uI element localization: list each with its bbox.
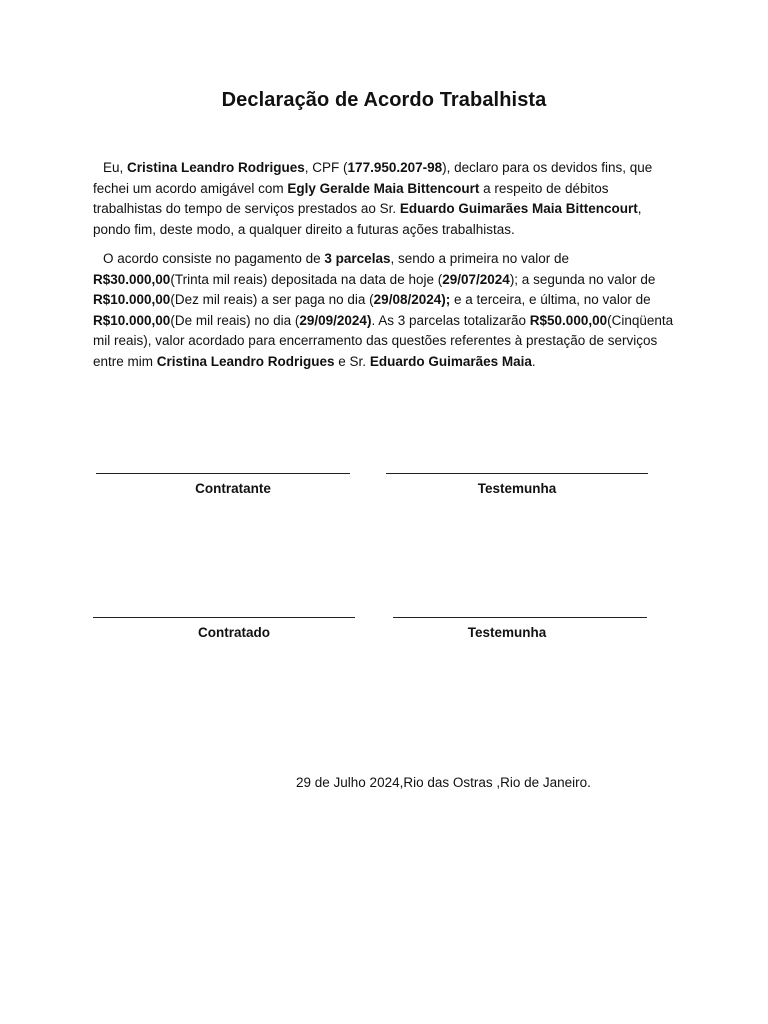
bold-text-run: Cristina Leandro Rodrigues [127, 160, 305, 175]
bold-text-run: R$10.000,00 [93, 292, 171, 308]
text-run: ), declaro para os devidos fins, que fechei um acordo amigável com [93, 160, 653, 196]
signature-line-contratado [93, 617, 355, 618]
bold-text-run: R$10.000,00 [93, 312, 171, 328]
signature-label-contratante: Contratante [195, 481, 271, 496]
document-title: Declaração de Acordo Trabalhista [221, 89, 547, 111]
bold-text-run: R$30.000,00 [93, 271, 171, 287]
signature-label-testemunha-2: Testemunha [467, 625, 547, 640]
text-run: . As 3 parcelas totalizarão [371, 312, 530, 328]
text-run: (De mil reais) no dia ( [170, 312, 300, 328]
signature-line-contratante [96, 473, 350, 474]
text-run: , pondo fim, deste modo, a qualquer direito a futuras ações trabalhistas. [93, 201, 642, 237]
bold-text-run: R$50.000,00 [529, 312, 608, 328]
text-run: Eu, [103, 160, 128, 175]
text-run: O acordo consiste no pagamento de [103, 251, 325, 266]
bold-text-run: Eduardo Guimarães Maia Bittencourt [399, 201, 638, 217]
bold-text-run: 177.950.207-98 [347, 160, 443, 175]
date-location-line: 29 de Julho 2024,Rio das Ostras ,Rio de Janeiro. [296, 775, 591, 790]
bold-text-run: 29/07/2024 [442, 271, 510, 287]
bold-text-run: 3 parcelas [324, 251, 391, 266]
text-run: ); a segunda no valor de [509, 271, 656, 287]
bold-text-run: Egly Geralde Maia Bittencourt [287, 180, 480, 196]
text-run: , CPF ( [304, 160, 348, 175]
bold-text-run: Eduardo Guimarães Maia [369, 353, 532, 369]
signature-label-testemunha-1: Testemunha [477, 481, 557, 496]
paragraph-agreement-terms [93, 249, 675, 373]
bold-text-run: 29/08/2024); [373, 292, 451, 308]
paragraph-declaration [93, 158, 675, 240]
text-run: (Dez mil reais) a ser paga no dia ( [170, 292, 374, 308]
text-run: e a terceira, e última, no valor de [450, 292, 651, 308]
text-run: (Cinqüenta mil reais), valor acordado para encerramento das questões referentes à prestação de serviços entre mim [93, 312, 674, 369]
signature-line-testemunha-1 [386, 473, 648, 474]
signature-label-contratado: Contratado [198, 625, 270, 640]
bold-text-run: Cristina Leandro Rodrigues [156, 353, 335, 369]
text-run: . [531, 353, 536, 369]
text-run: e Sr. [334, 353, 370, 369]
text-run: a respeito de débitos trabalhistas do tempo de serviços prestados ao Sr. [93, 180, 609, 217]
text-run: , sendo a primeira no valor de [390, 251, 570, 266]
bold-text-run: 29/09/2024) [299, 312, 372, 328]
text-run: (Trinta mil reais) depositada na data de hoje ( [170, 271, 443, 287]
signature-line-testemunha-2 [393, 617, 647, 618]
